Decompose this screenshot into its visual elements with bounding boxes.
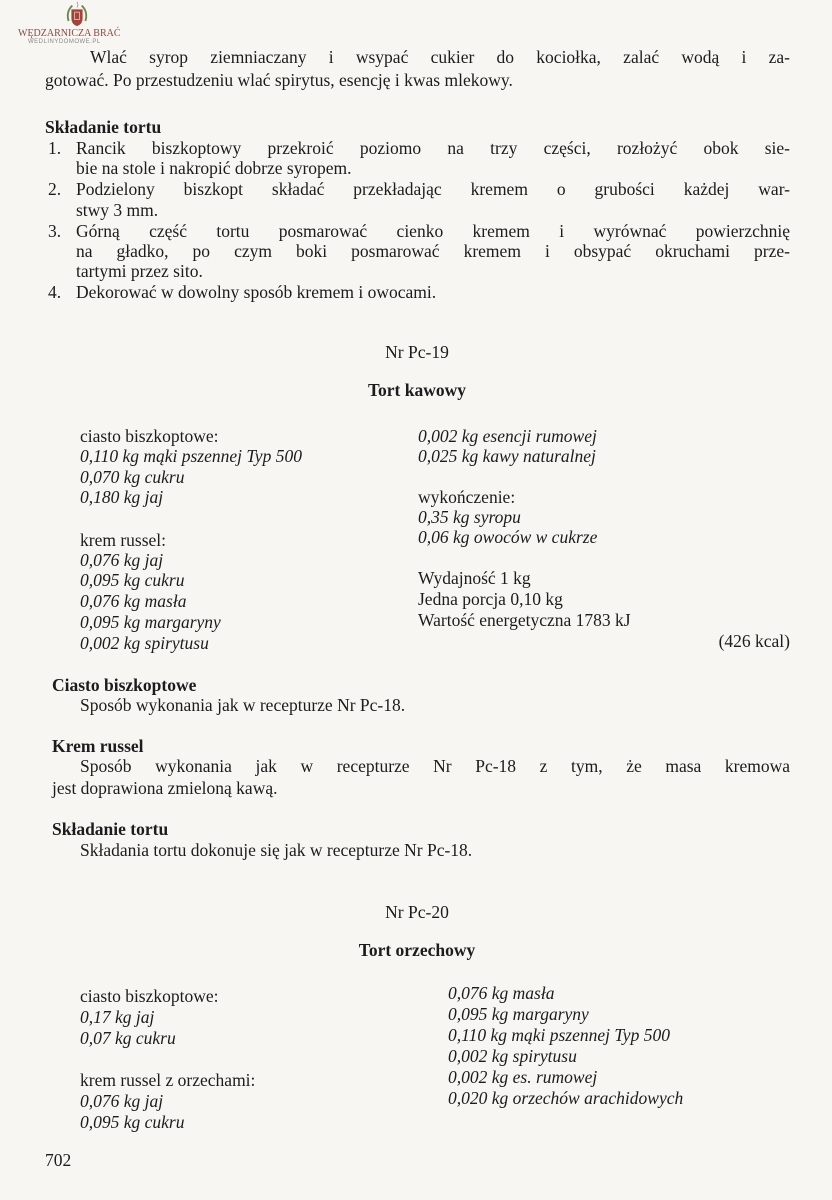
ingredient: 0,07 kg cukru xyxy=(80,1028,176,1048)
intro-line: gotować. Po przestudzeniu wlać spirytus, esencję i kwas mlekowy. xyxy=(45,70,513,90)
yield: Wydajność 1 kg xyxy=(418,568,531,588)
list-number: 1. xyxy=(48,138,62,158)
ingredient-group-label: ciasto biszkoptowe: xyxy=(80,426,219,446)
list-item-line: Górną część tortu posmarować cienko kremem i wyrównać powierzchnię xyxy=(76,221,790,241)
recipe-number: Nr Pc-19 xyxy=(385,342,449,362)
intro-line: Wlać syrop ziemniaczany i wsypać cukier do kociołka, zalać wodą i za- xyxy=(90,47,790,67)
ingredient-group-label: krem russel z orzechami: xyxy=(80,1070,256,1090)
ingredient: 0,002 kg es. rumowej xyxy=(448,1067,598,1087)
ingredient: 0,025 kg kawy naturalnej xyxy=(418,446,596,466)
ingredient: 0,002 kg esencji rumowej xyxy=(418,426,597,446)
section-heading: Krem russel xyxy=(52,736,144,756)
site-logo xyxy=(14,0,139,46)
ingredient: 0,076 kg jaj xyxy=(80,550,164,570)
recipe-title: Tort orzechowy xyxy=(358,940,476,960)
ingredient: 0,076 kg jaj xyxy=(80,1091,164,1111)
ingredient: 0,095 kg margaryny xyxy=(448,1004,589,1024)
portion: Jedna porcja 0,10 kg xyxy=(418,589,563,609)
ingredient: 0,070 kg cukru xyxy=(80,467,185,487)
ingredient: 0,095 kg cukru xyxy=(80,570,185,590)
ingredient: 0,095 kg margaryny xyxy=(80,612,221,632)
energy-kcal: (426 kcal) xyxy=(718,631,790,651)
list-number: 2. xyxy=(48,179,62,199)
ingredient: 0,06 kg owoców w cukrze xyxy=(418,527,598,547)
ingredient-group-label: ciasto biszkoptowe: xyxy=(80,986,219,1006)
ingredient: 0,002 kg spirytusu xyxy=(80,633,209,653)
list-number: 3. xyxy=(48,221,62,241)
list-item-line: Rancik biszkoptowy przekroić poziomo na trzy części, rozłożyć obok sie- xyxy=(76,138,790,158)
section-text: jest doprawiona zmieloną kawą. xyxy=(52,778,278,798)
ingredient: 0,076 kg masła xyxy=(448,983,555,1003)
section-text: Sposób wykonania jak w recepturze Nr Pc-18 z tym, że masa kremowa xyxy=(80,756,790,776)
section-heading: Składanie tortu xyxy=(45,117,162,137)
section-text: Składania tortu dokonuje się jak w recepturze Nr Pc-18. xyxy=(80,840,473,860)
ingredient: 0,17 kg jaj xyxy=(80,1007,155,1027)
logo-name: WĘDZARNICZA BRAĆ xyxy=(18,28,121,39)
list-item-line: Dekorować w dowolny sposób kremem i owocami. xyxy=(76,282,437,302)
smokehouse-emblem-icon xyxy=(62,0,92,28)
list-item-line: tartymi przez sito. xyxy=(76,261,203,281)
section-heading: Ciasto biszkoptowe xyxy=(52,675,197,695)
list-item-line: Podzielony biszkopt składać przekładając kremem o grubości każdej war- xyxy=(76,179,790,199)
logo-url: WEDLINYDOMOWE.PL xyxy=(28,39,101,45)
ingredient: 0,095 kg cukru xyxy=(80,1112,185,1132)
ingredient: 0,110 kg mąki pszennej Typ 500 xyxy=(80,446,302,466)
list-item-line: stwy 3 mm. xyxy=(76,200,159,220)
page-number: 702 xyxy=(45,1150,72,1170)
list-item-line: na gładko, po czym boki posmarować kremem i obsypać okruchami prze- xyxy=(76,241,790,261)
section-heading: Składanie tortu xyxy=(52,819,169,839)
ingredient: 0,180 kg jaj xyxy=(80,487,164,507)
ingredient-group-label: wykończenie: xyxy=(418,487,516,507)
energy-value: Wartość energetyczna 1783 kJ xyxy=(418,610,631,630)
ingredient: 0,110 kg mąki pszennej Typ 500 xyxy=(448,1025,670,1045)
ingredient-group-label: krem russel: xyxy=(80,530,167,550)
ingredient: 0,002 kg spirytusu xyxy=(448,1046,577,1066)
ingredient: 0,076 kg masła xyxy=(80,591,187,611)
list-item-line: bie na stole i nakropić dobrze syropem. xyxy=(76,158,352,178)
list-number: 4. xyxy=(48,282,62,302)
ingredient: 0,35 kg syropu xyxy=(418,507,521,527)
recipe-title: Tort kawowy xyxy=(367,380,467,400)
ingredient: 0,020 kg orzechów arachidowych xyxy=(448,1088,684,1108)
recipe-number: Nr Pc-20 xyxy=(385,902,449,922)
section-text: Sposób wykonania jak w recepturze Nr Pc-18. xyxy=(80,695,406,715)
